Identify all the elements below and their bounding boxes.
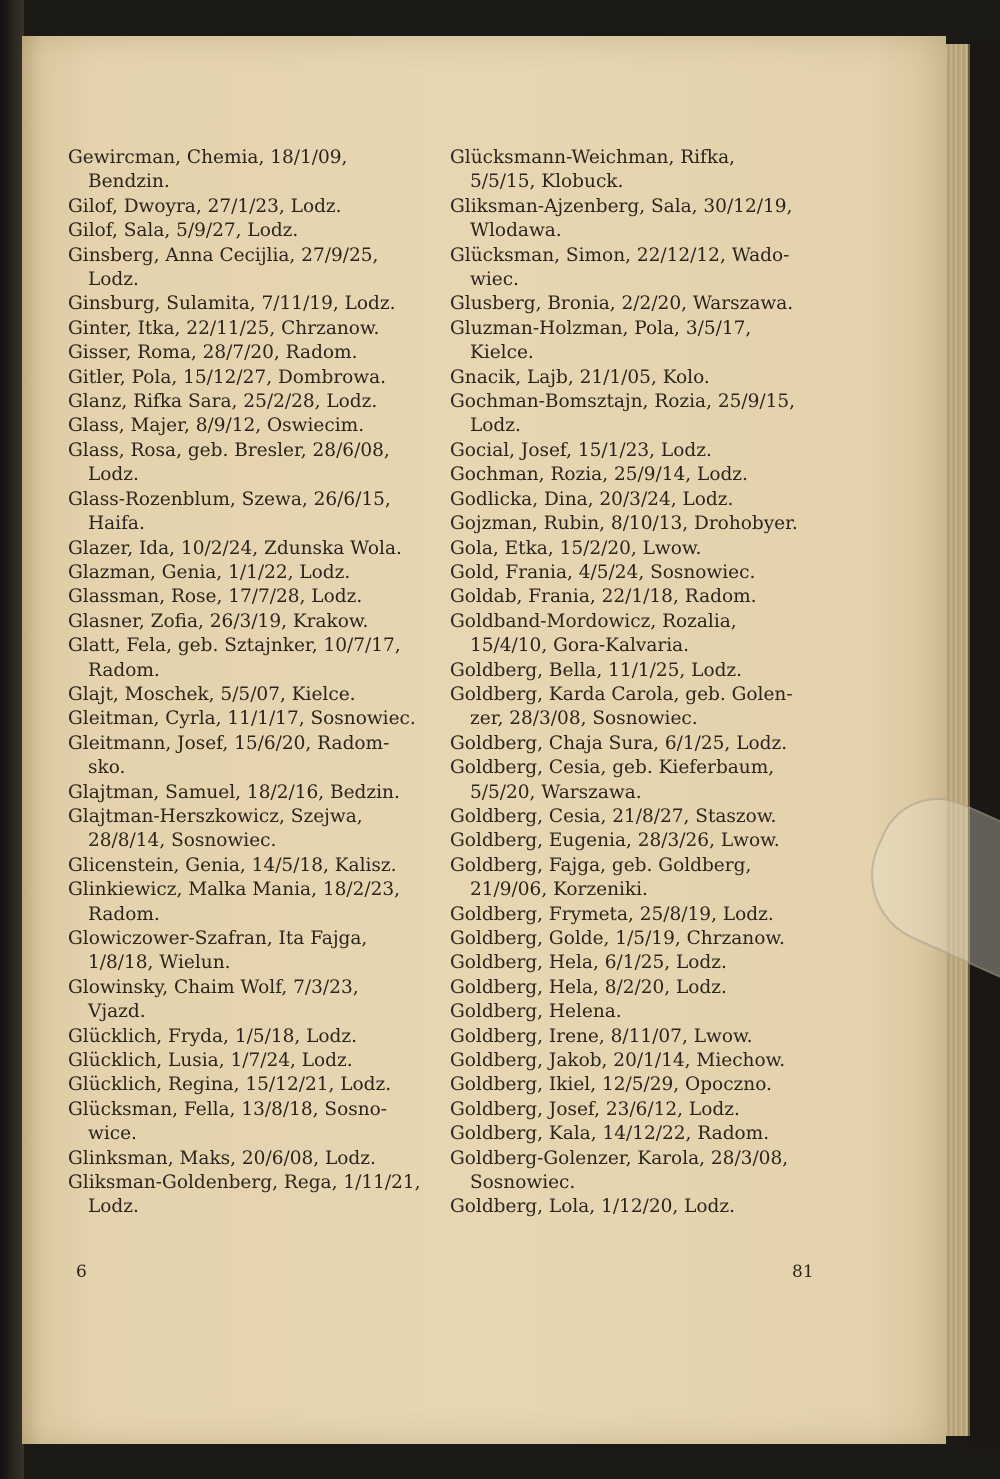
entry-line: Goldberg, Bella, 11/1/25, Lodz. xyxy=(450,659,743,681)
list-item xyxy=(68,1098,440,1147)
list-item xyxy=(450,1195,812,1219)
entry-line: Glücklich, Regina, 15/12/21, Lodz. xyxy=(68,1074,392,1096)
list-item xyxy=(450,439,812,463)
entry-line: Glasner, Zofia, 26/3/19, Krakow. xyxy=(68,610,369,632)
entry-continuation: 28/8/14, Sosnowiec. xyxy=(88,830,277,852)
entry-line: Glass, Majer, 8/9/12, Oswiecim. xyxy=(68,415,365,437)
list-item xyxy=(450,1025,812,1049)
list-item xyxy=(450,537,812,561)
book-binding xyxy=(0,0,24,1479)
entry-continuation: zer, 28/3/08, Sosnowiec. xyxy=(470,708,698,730)
list-item xyxy=(68,1049,440,1073)
entry-line: Glassman, Rose, 17/7/28, Lodz. xyxy=(68,586,363,608)
list-item xyxy=(450,463,812,487)
entry-line: Glazer, Ida, 10/2/24, Zdunska Wola. xyxy=(68,537,402,559)
entry-line: Glajtman-Herszkowicz, Szejwa, xyxy=(68,805,363,827)
entry-line: Glinkiewicz, Malka Mania, 18/2/23, xyxy=(68,879,401,901)
list-item xyxy=(68,317,440,341)
list-item xyxy=(450,903,812,927)
list-item xyxy=(68,414,440,438)
list-item xyxy=(450,683,812,732)
list-item xyxy=(450,317,812,366)
list-item xyxy=(68,1073,440,1097)
list-item xyxy=(450,195,812,244)
list-item xyxy=(450,244,812,293)
list-item xyxy=(450,1000,812,1024)
list-item xyxy=(68,488,440,537)
list-item xyxy=(450,829,812,853)
entry-line: Glajt, Moschek, 5/5/07, Kielce. xyxy=(68,683,356,705)
list-item xyxy=(450,1073,812,1097)
list-item xyxy=(68,732,440,781)
entry-continuation: Lodz. xyxy=(88,464,139,486)
list-item xyxy=(68,292,440,316)
list-item xyxy=(450,561,812,585)
entry-line: Glajtman, Samuel, 18/2/16, Bedzin. xyxy=(68,781,400,803)
entry-line: Gliksman-Goldenberg, Rega, 1/11/21, xyxy=(68,1172,421,1194)
background-edge xyxy=(968,40,1000,1450)
list-item xyxy=(68,805,440,854)
entry-line: Goldberg, Cesia, geb. Kieferbaum, xyxy=(450,757,775,779)
entry-line: Goldberg, Josef, 23/6/12, Lodz. xyxy=(450,1098,740,1120)
entry-line: Goldberg, Ikiel, 12/5/29, Opoczno. xyxy=(450,1074,772,1096)
entry-line: Goldberg, Kala, 14/12/22, Radom. xyxy=(450,1123,770,1145)
list-item xyxy=(68,707,440,731)
list-item xyxy=(68,561,440,585)
entry-line: Glücklich, Lusia, 1/7/24, Lodz. xyxy=(68,1050,353,1072)
entry-continuation: 21/9/06, Korzeniki. xyxy=(470,879,648,901)
entry-line: Glücksman, Fella, 13/8/18, Sosno- xyxy=(68,1098,388,1120)
list-item xyxy=(68,366,440,390)
list-item xyxy=(68,390,440,414)
entry-line: Glowinsky, Chaim Wolf, 7/3/23, xyxy=(68,976,359,998)
list-item xyxy=(450,1098,812,1122)
list-item xyxy=(450,488,812,512)
list-item xyxy=(68,854,440,878)
entry-continuation: Radom. xyxy=(88,659,160,681)
entry-line: Gewircman, Chemia, 18/1/09, xyxy=(68,147,348,168)
list-item xyxy=(450,146,812,195)
list-item xyxy=(68,439,440,488)
list-item xyxy=(450,756,812,805)
list-item xyxy=(450,805,812,829)
list-item xyxy=(450,585,812,609)
entry-line: Glazman, Genia, 1/1/22, Lodz. xyxy=(68,561,351,583)
entry-line: Gleitman, Cyrla, 11/1/17, Sosnowiec. xyxy=(68,708,416,730)
entry-continuation: Haifa. xyxy=(88,513,145,535)
list-item xyxy=(450,854,812,903)
entry-line: Goldberg, Hela, 8/2/20, Lodz. xyxy=(450,976,727,998)
entry-line: Gilof, Sala, 5/9/27, Lodz. xyxy=(68,220,299,242)
entry-line: Goldberg, Jakob, 20/1/14, Miechow. xyxy=(450,1050,786,1072)
list-item xyxy=(68,585,440,609)
entry-continuation: Wlodawa. xyxy=(470,220,562,242)
entry-line: Ginsberg, Anna Cecijlia, 27/9/25, xyxy=(68,244,379,266)
entry-line: Glücksmann-Weichman, Rifka, xyxy=(450,147,736,168)
list-item xyxy=(68,1025,440,1049)
list-item xyxy=(450,951,812,975)
entry-line: Gliksman-Ajzenberg, Sala, 30/12/19, xyxy=(450,195,793,217)
entry-continuation: 5/5/20, Warszawa. xyxy=(470,781,642,803)
list-item xyxy=(68,634,440,683)
entry-continuation: 1/8/18, Wielun. xyxy=(88,952,231,974)
entry-continuation: Sosnowiec. xyxy=(470,1172,576,1194)
entry-continuation: Kielce. xyxy=(470,342,534,364)
entry-line: Glicenstein, Genia, 14/5/18, Kalisz. xyxy=(68,854,397,876)
entry-line: Goldberg, Chaja Sura, 6/1/25, Lodz. xyxy=(450,732,788,754)
entry-continuation: Radom. xyxy=(88,903,160,925)
entry-line: Glass-Rozenblum, Szewa, 26/6/15, xyxy=(68,488,391,510)
list-item xyxy=(450,512,812,536)
entry-line: Glusberg, Bronia, 2/2/20, Warszawa. xyxy=(450,293,794,315)
left-page-number: 6 xyxy=(76,1262,87,1282)
entry-continuation: Bendzin. xyxy=(88,171,170,193)
entry-continuation: 5/5/15, Klobuck. xyxy=(470,171,624,193)
list-item xyxy=(68,610,440,634)
entry-continuation: Lodz. xyxy=(88,269,139,291)
list-item xyxy=(68,1147,440,1171)
entry-line: Glinksman, Maks, 20/6/08, Lodz. xyxy=(68,1147,376,1169)
list-item xyxy=(450,927,812,951)
list-item xyxy=(68,146,440,195)
entry-line: Goldberg, Irene, 8/11/07, Lwow. xyxy=(450,1025,753,1047)
list-item xyxy=(68,195,440,219)
entry-line: Glatt, Fela, geb. Sztajnker, 10/7/17, xyxy=(68,635,401,657)
entry-line: Ginter, Itka, 22/11/25, Chrzanow. xyxy=(68,317,380,339)
entry-continuation: Vjazd. xyxy=(88,1001,146,1023)
entry-continuation: Lodz. xyxy=(88,1196,139,1218)
list-item xyxy=(68,341,440,365)
entry-line: Goldberg, Fajga, geb. Goldberg, xyxy=(450,854,752,876)
entry-continuation: 15/4/10, Gora-Kalvaria. xyxy=(470,635,690,657)
entry-line: Gluzman-Holzman, Pola, 3/5/17, xyxy=(450,317,752,339)
entry-continuation: wice. xyxy=(88,1123,137,1145)
list-item xyxy=(450,366,812,390)
entry-continuation: sko. xyxy=(88,757,126,779)
entry-line: Goldberg, Hela, 6/1/25, Lodz. xyxy=(450,952,727,974)
list-item xyxy=(450,1122,812,1146)
list-item xyxy=(68,781,440,805)
entry-line: Goldberg, Lola, 1/12/20, Lodz. xyxy=(450,1196,736,1218)
entry-continuation: wiec. xyxy=(470,269,519,291)
right-name-column xyxy=(450,146,812,1220)
entry-line: Godlicka, Dina, 20/3/24, Lodz. xyxy=(450,488,734,510)
entry-line: Goldberg-Golenzer, Karola, 28/3/08, xyxy=(450,1147,789,1169)
list-item xyxy=(68,976,440,1025)
entry-line: Gitler, Pola, 15/12/27, Dombrowa. xyxy=(68,366,387,388)
list-item xyxy=(68,219,440,243)
entry-line: Goldberg, Golde, 1/5/19, Chrzanow. xyxy=(450,928,785,949)
list-item xyxy=(450,659,812,683)
list-item xyxy=(450,1049,812,1073)
list-item xyxy=(68,683,440,707)
list-item xyxy=(450,1147,812,1196)
entry-line: Glücklich, Fryda, 1/5/18, Lodz. xyxy=(68,1025,358,1047)
entry-line: Gnacik, Lajb, 21/1/05, Kolo. xyxy=(450,366,710,388)
list-item xyxy=(450,976,812,1000)
entry-line: Gold, Frania, 4/5/24, Sosnowiec. xyxy=(450,561,756,583)
list-item xyxy=(450,732,812,756)
list-item xyxy=(450,390,812,439)
entry-line: Goldberg, Eugenia, 28/3/26, Lwow. xyxy=(450,830,780,852)
entry-line: Glass, Rosa, geb. Bresler, 28/6/08, xyxy=(68,439,390,461)
entry-line: Goldberg, Karda Carola, geb. Golen- xyxy=(450,683,793,705)
entry-line: Glowiczower-Szafran, Ita Fajga, xyxy=(68,928,368,949)
right-page-number: 81 xyxy=(792,1262,814,1282)
entry-continuation: Lodz. xyxy=(470,415,521,437)
entry-line: Gojzman, Rubin, 8/10/13, Drohobyer. xyxy=(450,513,798,535)
entry-line: Glanz, Rifka Sara, 25/2/28, Lodz. xyxy=(68,391,378,413)
entry-line: Glücksman, Simon, 22/12/12, Wado- xyxy=(450,244,790,266)
left-name-column xyxy=(68,146,440,1220)
list-item xyxy=(68,244,440,293)
list-item xyxy=(68,878,440,927)
entry-line: Goldband-Mordowicz, Rozalia, xyxy=(450,610,737,632)
entry-line: Gochman-Bomsztajn, Rozia, 25/9/15, xyxy=(450,391,796,413)
list-item xyxy=(68,1171,440,1220)
entry-line: Goldab, Frania, 22/1/18, Radom. xyxy=(450,586,757,608)
entry-line: Gochman, Rozia, 25/9/14, Lodz. xyxy=(450,464,748,486)
entry-line: Ginsburg, Sulamita, 7/11/19, Lodz. xyxy=(68,293,396,315)
list-item xyxy=(450,292,812,316)
entry-line: Goldberg, Cesia, 21/8/27, Staszow. xyxy=(450,805,777,827)
list-item xyxy=(450,610,812,659)
entry-line: Goldberg, Frymeta, 25/8/19, Lodz. xyxy=(450,903,774,925)
list-item xyxy=(68,537,440,561)
entry-line: Gola, Etka, 15/2/20, Lwow. xyxy=(450,537,702,559)
entry-line: Gisser, Roma, 28/7/20, Radom. xyxy=(68,342,358,364)
entry-line: Gleitmann, Josef, 15/6/20, Radom- xyxy=(68,732,390,754)
entry-line: Gocial, Josef, 15/1/23, Lodz. xyxy=(450,439,712,461)
entry-line: Gilof, Dwoyra, 27/1/23, Lodz. xyxy=(68,195,342,217)
list-item xyxy=(68,927,440,976)
entry-line: Goldberg, Helena. xyxy=(450,1001,622,1023)
